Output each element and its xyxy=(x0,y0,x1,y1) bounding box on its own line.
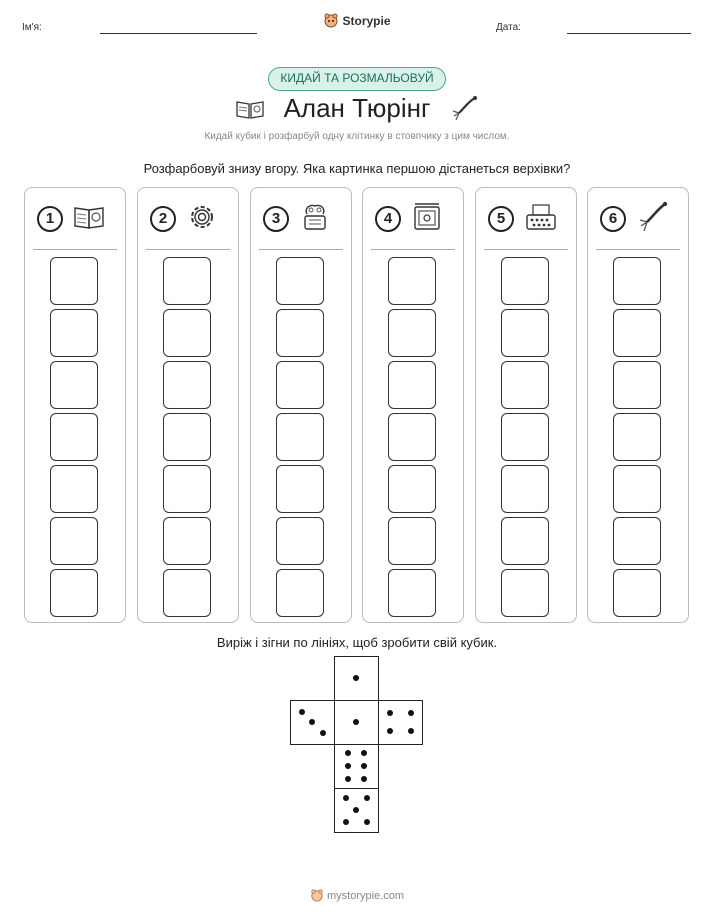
column-header xyxy=(37,202,108,236)
color-cell[interactable] xyxy=(163,465,211,513)
brand-name: Storypie xyxy=(342,14,391,28)
color-cell[interactable] xyxy=(613,309,661,357)
safe-machine-icon xyxy=(410,200,446,239)
color-cell[interactable] xyxy=(276,309,324,357)
dice-column xyxy=(24,187,126,623)
color-cell[interactable] xyxy=(276,517,324,565)
dice-column xyxy=(475,187,577,623)
column-number: 4 xyxy=(375,206,401,232)
color-cell[interactable] xyxy=(388,465,436,513)
color-cell[interactable] xyxy=(50,413,98,461)
dice-column xyxy=(137,187,239,623)
dice-pip xyxy=(353,719,359,725)
color-cell[interactable] xyxy=(501,569,549,617)
pie-mascot-icon xyxy=(323,12,339,28)
color-cell[interactable] xyxy=(50,569,98,617)
color-cell[interactable] xyxy=(50,361,98,409)
color-cell[interactable] xyxy=(501,257,549,305)
column-divider xyxy=(371,249,455,250)
column-number: 3 xyxy=(263,206,289,232)
footer-url[interactable]: mystorypie.com xyxy=(326,890,405,902)
date-line[interactable] xyxy=(567,33,691,34)
dice-pip xyxy=(387,710,393,716)
dice-pip xyxy=(408,728,414,734)
color-cell[interactable] xyxy=(501,413,549,461)
column-divider xyxy=(259,249,343,250)
pie-mascot-icon xyxy=(310,888,324,902)
dice-face xyxy=(334,656,379,701)
column-header xyxy=(375,202,446,236)
dice-face xyxy=(334,744,379,789)
footer xyxy=(0,888,714,902)
color-cell[interactable] xyxy=(50,517,98,565)
dice-pip xyxy=(309,719,315,725)
color-cell[interactable] xyxy=(276,257,324,305)
color-cell[interactable] xyxy=(388,413,436,461)
column-header xyxy=(600,202,671,236)
color-cell[interactable] xyxy=(163,257,211,305)
color-cell[interactable] xyxy=(613,361,661,409)
dice-pip xyxy=(345,750,351,756)
dice-pip xyxy=(361,750,367,756)
color-cell[interactable] xyxy=(613,517,661,565)
color-cell[interactable] xyxy=(501,361,549,409)
cable-icon xyxy=(635,200,671,239)
date-label: Дата: xyxy=(496,22,521,33)
color-cell[interactable] xyxy=(388,257,436,305)
color-cell[interactable] xyxy=(613,569,661,617)
cut-instruction: Виріж і зігни по лініях, щоб зробити свій кубик. xyxy=(216,635,498,650)
dice-pip xyxy=(364,819,370,825)
dice-pip xyxy=(345,763,351,769)
dice-face xyxy=(334,788,379,833)
dice-pip xyxy=(353,807,359,813)
color-cell[interactable] xyxy=(388,361,436,409)
dice-pip xyxy=(343,819,349,825)
color-cell[interactable] xyxy=(501,309,549,357)
color-cell[interactable] xyxy=(276,413,324,461)
color-cell[interactable] xyxy=(163,413,211,461)
typewriter-icon xyxy=(523,200,559,239)
color-cell[interactable] xyxy=(613,257,661,305)
dice-column xyxy=(587,187,689,623)
column-divider xyxy=(484,249,568,250)
color-cell[interactable] xyxy=(388,569,436,617)
dice-column xyxy=(362,187,464,623)
dice-column xyxy=(250,187,352,623)
column-header xyxy=(150,202,221,236)
title-row xyxy=(0,93,714,124)
dice-face xyxy=(378,700,423,745)
open-book-icon xyxy=(235,97,265,121)
brand-logo xyxy=(0,12,714,28)
color-cell[interactable] xyxy=(613,465,661,513)
color-cell[interactable] xyxy=(276,361,324,409)
dice-pip xyxy=(361,776,367,782)
activity-tag: КИДАЙ ТА РОЗМАЛЬОВУЙ xyxy=(268,67,446,91)
dice-face xyxy=(334,700,379,745)
dice-pip xyxy=(320,730,326,736)
instructions-subtitle: Кидай кубик і розфарбуй одну клітинку в стовпчику з цим числом. xyxy=(204,131,510,142)
color-cell[interactable] xyxy=(163,517,211,565)
column-divider xyxy=(33,249,117,250)
name-label: Ім'я: xyxy=(22,22,42,33)
color-cell[interactable] xyxy=(163,361,211,409)
column-header xyxy=(263,202,334,236)
dice-pip xyxy=(364,795,370,801)
dice-pip xyxy=(408,710,414,716)
color-cell[interactable] xyxy=(388,517,436,565)
dice-pip xyxy=(387,728,393,734)
cable-icon xyxy=(449,95,479,123)
color-cell[interactable] xyxy=(50,465,98,513)
open-book-icon xyxy=(72,200,108,239)
color-cell[interactable] xyxy=(501,465,549,513)
color-cell[interactable] xyxy=(613,413,661,461)
color-cell[interactable] xyxy=(388,309,436,357)
column-number: 1 xyxy=(37,206,63,232)
column-header xyxy=(488,202,559,236)
dice-pip xyxy=(361,763,367,769)
column-number: 6 xyxy=(600,206,626,232)
dice-pip xyxy=(343,795,349,801)
color-cell[interactable] xyxy=(163,569,211,617)
color-cell[interactable] xyxy=(50,309,98,357)
gear-icon xyxy=(185,200,221,239)
dice-pip xyxy=(353,675,359,681)
column-divider xyxy=(596,249,680,250)
question-prompt: Розфарбовуй знизу вгору. Яка картинка першою дістанеться верхівки? xyxy=(143,161,571,176)
dice-face xyxy=(290,700,335,745)
column-number: 5 xyxy=(488,206,514,232)
color-cell[interactable] xyxy=(163,309,211,357)
name-line[interactable] xyxy=(100,33,257,34)
color-cell[interactable] xyxy=(501,517,549,565)
column-number: 2 xyxy=(150,206,176,232)
dice-pip xyxy=(345,776,351,782)
color-cell[interactable] xyxy=(50,257,98,305)
brain-machine-icon xyxy=(298,200,334,239)
page-title: Алан Тюрінг xyxy=(283,93,431,123)
dice-pip xyxy=(299,709,305,715)
column-divider xyxy=(146,249,230,250)
color-cell[interactable] xyxy=(276,465,324,513)
color-cell[interactable] xyxy=(276,569,324,617)
